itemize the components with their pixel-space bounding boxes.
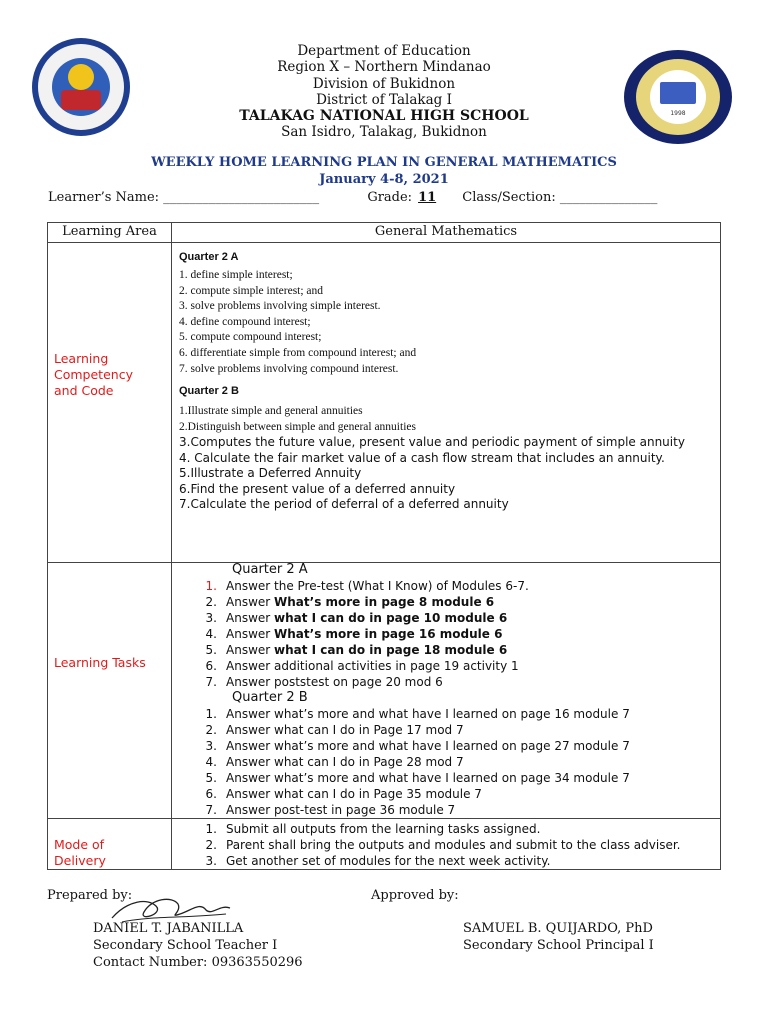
- learner-name-field[interactable]: Learner’s Name: ________________________: [48, 190, 320, 205]
- competency-q2a-heading: Quarter 2 A: [179, 251, 239, 263]
- task-item: 4. Answer what can I do in Page 28 mod 7: [205, 755, 464, 769]
- competency-item: 7. solve problems involving compound interest.: [179, 362, 399, 375]
- competency-item: 3. solve problems involving simple interest.: [179, 300, 381, 313]
- competency-q2b-list-large: [179, 435, 714, 513]
- learning-tasks-label: Learning Tasks: [54, 655, 146, 670]
- task-item: 3. Answer what I can do in page 10 module 6: [205, 611, 508, 625]
- school-seal-year: 1998: [670, 110, 686, 117]
- competency-item: 1.Illustrate simple and general annuities: [179, 405, 363, 418]
- competency-item: 4. define compound interest;: [179, 315, 311, 328]
- plan-title: WEEKLY HOME LEARNING PLAN IN GENERAL MATHEMATICS: [151, 155, 617, 170]
- competency-item: 7.Calculate the period of deferral of a deferred annuity: [179, 497, 509, 512]
- grade-label: Grade:: [367, 190, 413, 205]
- header-district: District of Talakag I: [316, 92, 452, 108]
- tasks-q2b-heading: Quarter 2 B: [232, 690, 308, 705]
- task-item: 2. Answer What’s more in page 8 module 6: [205, 595, 495, 609]
- approved-by-label: Approved by:: [371, 888, 459, 903]
- tasks-q2a-heading: Quarter 2 A: [232, 562, 308, 577]
- task-item: 2. Answer what can I do in Page 17 mod 7: [205, 723, 464, 737]
- task-item: 7. Answer poststest on page 20 mod 6: [205, 675, 443, 689]
- delivery-item: 1. Submit all outputs from the learning tasks assigned.: [205, 822, 541, 836]
- learning-plan-table: [47, 222, 721, 870]
- plan-date: January 4-8, 2021: [319, 172, 449, 187]
- header-region: Region X – Northern Mindanao: [277, 59, 491, 75]
- delivery-row: [48, 818, 720, 871]
- class-section-field[interactable]: Class/Section: _______________: [462, 190, 658, 205]
- competency-item: 4. Calculate the fair market value of a cash flow stream that includes an annuity.: [179, 450, 665, 465]
- grade-value: 11: [418, 190, 437, 205]
- competency-row: [48, 242, 720, 562]
- approved-by-name: SAMUEL B. QUIJARDO, PhD: [463, 921, 653, 936]
- prepared-by-role: Secondary School Teacher I: [93, 938, 278, 953]
- competency-item: 6.Find the present value of a deferred annuity: [179, 481, 456, 496]
- task-item: 6. Answer additional activities in page 19 activity 1: [205, 659, 519, 673]
- header-dept: Department of Education: [297, 43, 471, 59]
- prepared-by-name: DANIEL T. JABANILLA: [93, 921, 244, 936]
- task-item: 6. Answer what can I do in Page 35 module 7: [205, 787, 482, 801]
- competency-q2b-list: [179, 404, 719, 435]
- learning-tasks-row: [48, 562, 720, 818]
- task-item: 7. Answer post-test in page 36 module 7: [205, 803, 456, 817]
- competency-q2b-heading: Quarter 2 B: [179, 385, 239, 398]
- delivery-item: 2. Parent shall bring the outputs and modules and submit to the class adviser.: [205, 838, 681, 852]
- learning-area-value: General Mathematics: [374, 224, 518, 239]
- competency-q2a-list: [179, 268, 719, 377]
- learner-info-line: [48, 189, 748, 207]
- task-item: 3. Answer what’s more and what have I learned on page 27 module 7: [205, 739, 630, 753]
- competency-item: 3.Computes the future value, present value and periodic payment of simple annuity: [179, 435, 685, 450]
- task-item: 5. Answer what I can do in page 18 module 6: [205, 643, 508, 657]
- header-address: San Isidro, Talakag, Bukidnon: [281, 124, 487, 140]
- competency-label: Learning Competency and Code: [54, 351, 133, 398]
- header-school: TALAKAG NATIONAL HIGH SCHOOL: [239, 108, 529, 124]
- delivery-label: Mode of Delivery: [54, 837, 106, 868]
- competency-item: 2. compute simple interest; and: [179, 284, 324, 297]
- contact-number: Contact Number: 09363550296: [93, 955, 303, 970]
- prepared-by-label: Prepared by:: [47, 888, 133, 903]
- approved-by-role: Secondary School Principal I: [463, 938, 654, 953]
- competency-item: 5. compute compound interest;: [179, 331, 322, 344]
- delivery-item: 3. Get another set of modules for the next week activity.: [205, 854, 551, 868]
- competency-item: 1. define simple interest;: [179, 269, 293, 281]
- learning-area-label: Learning Area: [62, 224, 157, 239]
- task-item: 4. Answer What’s more in page 16 module 6: [205, 627, 503, 641]
- task-item: 1. Answer the Pre-test (What I Know) of Modules 6-7.: [205, 579, 529, 593]
- competency-item: 5.Illustrate a Deferred Annuity: [179, 466, 362, 481]
- competency-item: 6. differentiate simple from compound interest; and: [179, 346, 417, 359]
- task-item: 5. Answer what’s more and what have I learned on page 34 module 7: [205, 771, 630, 785]
- header-division: Division of Bukidnon: [312, 76, 456, 92]
- competency-item: 2.Distinguish between simple and general annuities: [179, 420, 416, 433]
- task-item: 1. Answer what’s more and what have I learned on page 16 module 7: [205, 707, 630, 721]
